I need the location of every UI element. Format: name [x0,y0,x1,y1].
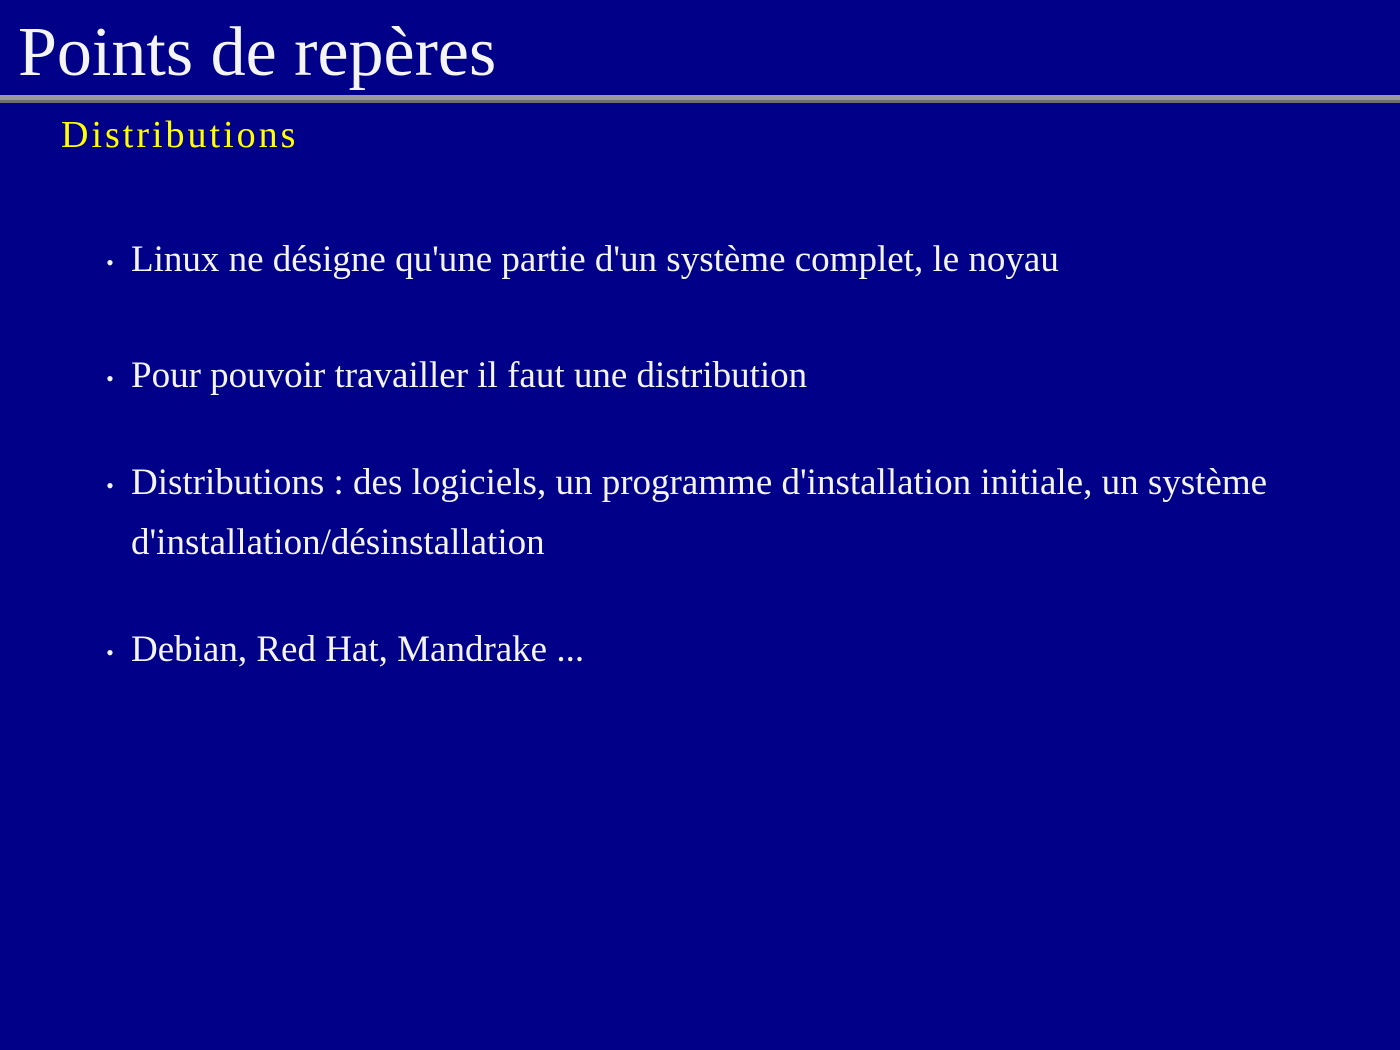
slide-subtitle: Distributions [61,114,299,156]
bullet-item [100,453,1330,573]
bullet-item [100,346,1330,406]
bullet-item [100,620,1330,680]
bullet-icon: • [106,250,114,275]
bullet-text: Pour pouvoir travailler il faut une distribution [131,355,808,396]
bullet-icon: • [106,366,114,391]
bullet-icon: • [106,640,114,665]
slide-title: Points de repères [18,14,497,91]
title-divider [0,95,1400,103]
bullet-text: Debian, Red Hat, Mandrake ... [131,629,585,670]
bullet-icon: • [106,473,114,498]
bullet-item [100,230,1330,290]
bullet-text: Linux ne désigne qu'une partie d'un système complet, le noyau [131,239,1059,280]
bullet-text: Distributions : des logiciels, un programme d'installation initiale, un système d'installation/désinstallation [131,462,1268,563]
